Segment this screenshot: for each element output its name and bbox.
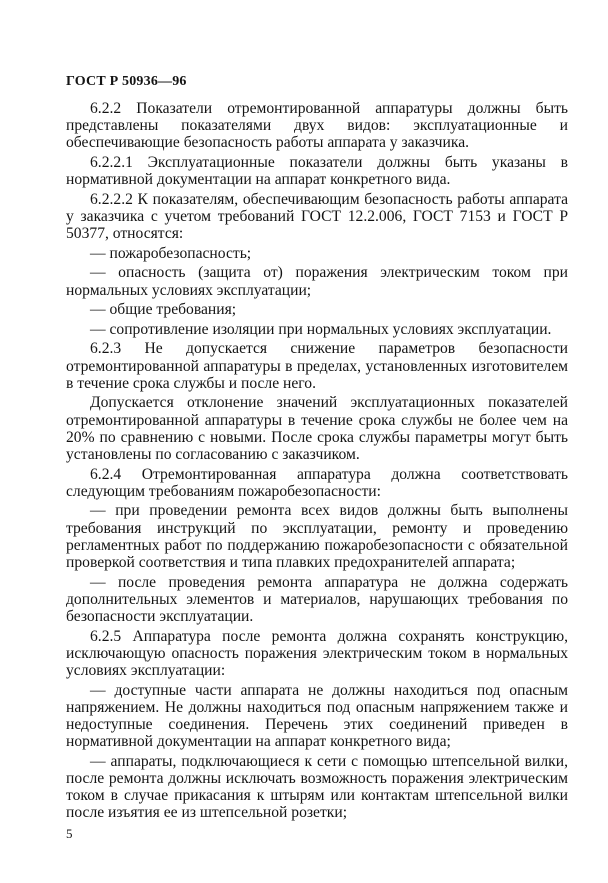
list-item: — пожаробезопасность; bbox=[90, 244, 252, 262]
list-item: — после проведения ремонта аппаратура не должна содержать дополнительных элементов и материалов, нарушающих требования по безопасности эксплуатации. bbox=[66, 573, 568, 625]
list-item: — аппараты, подключающиеся к сети с помощью штепсельной вилки, после ремонта должны исключать возможность поражения электрическим током в случае прикасания к штырям или контактам штепсельной вилки после изъятия ее из штепсельной розетки; bbox=[66, 752, 568, 822]
paragraph-6-2-2: 6.2.2 Показатели отремонтированной аппаратуры должны быть представлены показателями двух видов: эксплуатационные и обеспечивающие безопасность работы аппарата у заказчика. bbox=[66, 100, 568, 152]
document-header: ГОСТ Р 50936—96 bbox=[66, 74, 187, 89]
list-item: — общие требования; bbox=[90, 301, 237, 319]
list-item: — при проведении ремонта всех видов должны быть выполнены требования инструкций по эксплуатации, ремонту и проведению регламентных работ по поддержанию пожаробезопасности с обязательной проверкой соответствия и типа плавких предохранителей аппарата; bbox=[66, 502, 568, 571]
list-item: — доступные части аппарата не должны находиться под опасным напряжением. Не должны находиться под опасным напряжением также и недоступные соединения. Перечень этих соединений приведен в нормативной документации на аппарат конкретного вида; bbox=[66, 681, 568, 751]
page-number: 5 bbox=[66, 826, 73, 841]
paragraph-6-2-3: 6.2.3 Не допускается снижение параметров безопасности отремонтированной аппаратуры в пределах, установленных изготовителем в течение срока службы и после него. bbox=[66, 340, 568, 392]
list-item: — опасность (защита от) поражения электрическим током при нормальных условиях эксплуатации; bbox=[66, 264, 568, 299]
list-item: — сопротивление изоляции при нормальных условиях эксплуатации. bbox=[90, 320, 552, 338]
paragraph-deviation: Допускается отклонение значений эксплуатационных показателей отремонтированной аппаратуры в течение срока службы не более чем на 20% по сравнению с новыми. После срока службы параметры могут быть установлены по согласованию с заказчиком. bbox=[66, 394, 568, 463]
paragraph-6-2-2-1: 6.2.2.1 Эксплуатационные показатели должны быть указаны в нормативной документации на аппарат конкретного вида. bbox=[66, 154, 568, 189]
paragraph-6-2-2-2: 6.2.2.2 К показателям, обеспечивающим безопасность работы аппарата у заказчика с учетом требований ГОСТ 12.2.006, ГОСТ 7153 и ГОСТ Р 50377, относятся: bbox=[66, 190, 568, 243]
paragraph-6-2-5: 6.2.5 Аппаратура после ремонта должна сохранять конструкцию, исключающую опасность поражения электрическим током в нормальных условиях эксплуатации: bbox=[66, 627, 568, 679]
paragraph-6-2-4: 6.2.4 Отремонтированная аппаратура должна соответствовать следующим требованиям пожаробезопасности: bbox=[66, 465, 568, 500]
document-body bbox=[66, 100, 568, 824]
